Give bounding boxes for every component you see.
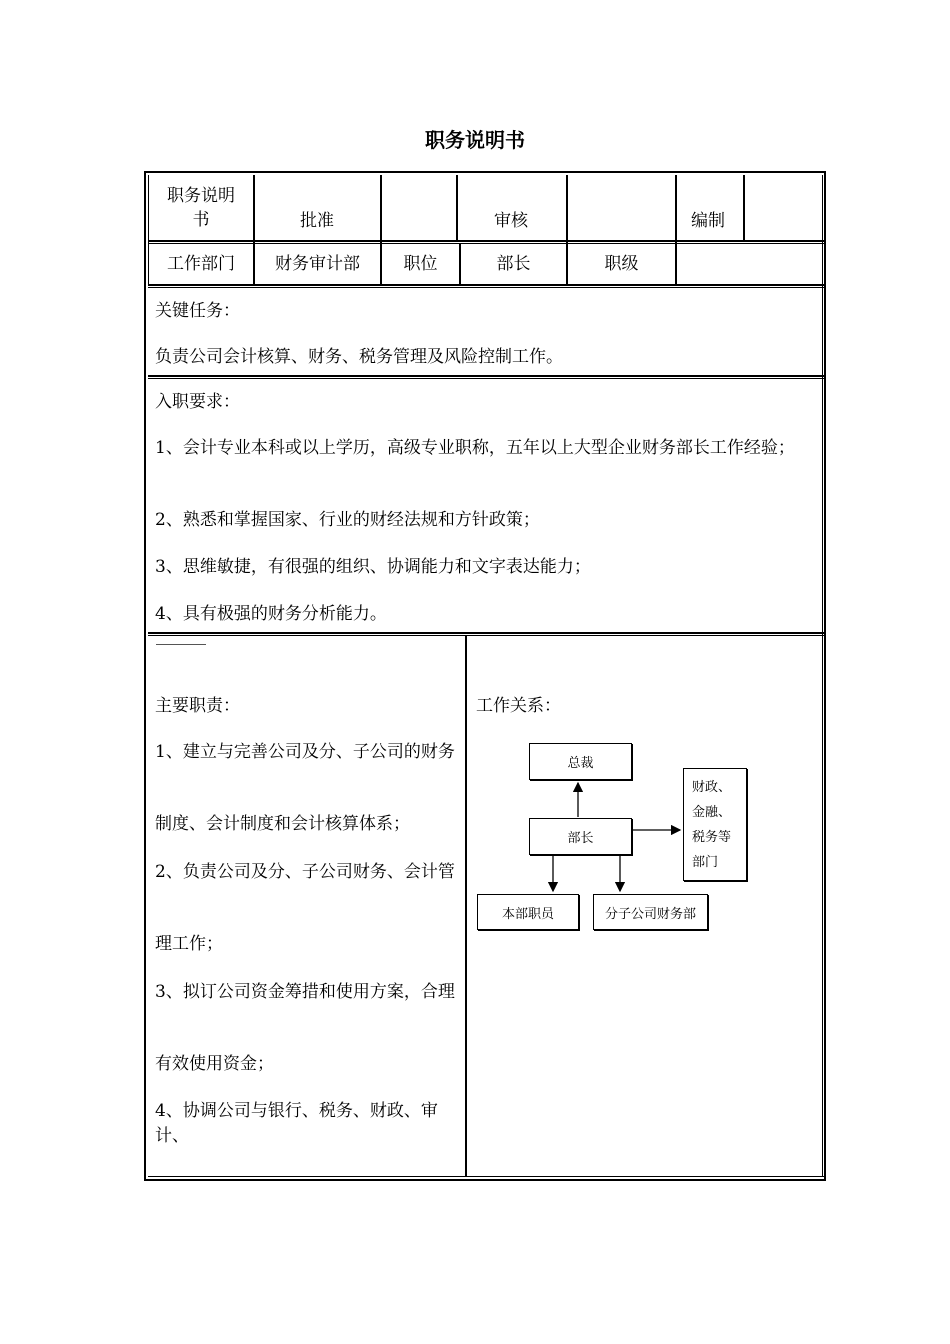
col-divider <box>743 175 745 241</box>
requirement-item: 3、思维敏捷，有很强的组织、协调能力和文字表达能力； <box>155 557 591 577</box>
approve-label: 批准 <box>300 211 334 231</box>
review-value <box>569 178 673 238</box>
doc-name-text: 职务说明书 <box>167 186 235 230</box>
org-side-line: 税务等 <box>692 829 732 845</box>
col-divider <box>380 175 382 285</box>
position-label: 职位 <box>403 254 438 274</box>
col-divider <box>675 175 677 285</box>
org-chart <box>474 738 754 938</box>
row-divider <box>148 243 824 244</box>
org-node-staff: 本部职员 <box>477 894 579 930</box>
approve-value <box>383 178 455 238</box>
row-divider <box>148 378 824 379</box>
department-value: 财务审计部 <box>275 254 360 274</box>
org-node-director: 部长 <box>529 818 632 855</box>
col-divider <box>459 243 461 285</box>
org-node-subsidiary-finance: 分子公司财务部 <box>593 894 708 930</box>
grade-label: 职级 <box>604 254 639 274</box>
duty-line: 有效使用资金； <box>155 1054 274 1074</box>
position-value: 部长 <box>496 254 531 274</box>
org-side-line: 财政、 <box>692 779 732 795</box>
relations-label: 工作关系： <box>476 696 561 716</box>
row-divider <box>148 632 824 634</box>
org-node-external-depts <box>683 768 747 881</box>
duty-line: 3、拟订公司资金筹措和使用方案，合理 <box>155 982 455 1002</box>
row-divider <box>148 635 824 636</box>
duty-line: 1、建立与完善公司及分、子公司的财务 <box>155 742 455 762</box>
review-label: 审核 <box>494 211 528 231</box>
duties-label: 主要职责： <box>155 696 240 716</box>
requirement-item: 1、会计专业本科或以上学历，高级专业职称，五年以上大型企业财务部长工作经验； <box>155 438 795 458</box>
key-tasks-label: 关键任务： <box>155 301 240 321</box>
col-divider <box>822 175 823 1177</box>
compile-label: 编制 <box>691 211 725 231</box>
duty-line: 制度、会计制度和会计核算体系； <box>155 814 410 834</box>
col-divider <box>456 175 458 241</box>
duty-line: 2、负责公司及分、子公司财务、会计管 <box>155 862 455 882</box>
row-divider <box>148 240 824 242</box>
org-side-line: 部门 <box>692 854 719 870</box>
key-tasks-text: 负责公司会计核算、财务、税务管理及风险控制工作。 <box>155 347 563 367</box>
col-divider <box>465 635 467 1177</box>
requirement-item: 2、熟悉和掌握国家、行业的财经法规和方针政策； <box>155 510 540 530</box>
org-side-line: 金融、 <box>692 804 732 820</box>
short-rule <box>156 644 206 645</box>
duty-line: 理工作； <box>155 934 223 954</box>
page-title: 职务说明书 <box>425 128 525 152</box>
org-node-president: 总裁 <box>529 743 632 780</box>
doc-name-label <box>150 178 252 238</box>
grade-value <box>678 246 820 282</box>
col-divider <box>253 175 255 285</box>
requirements-label: 入职要求： <box>155 392 240 412</box>
col-divider <box>566 175 568 285</box>
col-divider <box>148 175 149 285</box>
duty-line: 4、协调公司与银行、税务、财政、审计、 <box>155 1101 438 1146</box>
row-divider <box>148 287 824 288</box>
job-description-table <box>144 171 826 1181</box>
row-divider <box>148 284 824 286</box>
requirement-item: 4、具有极强的财务分析能力。 <box>155 604 387 624</box>
compile-value <box>746 178 820 238</box>
row-divider <box>148 1176 824 1177</box>
department-label: 工作部门 <box>167 254 235 274</box>
row-divider <box>148 375 824 377</box>
